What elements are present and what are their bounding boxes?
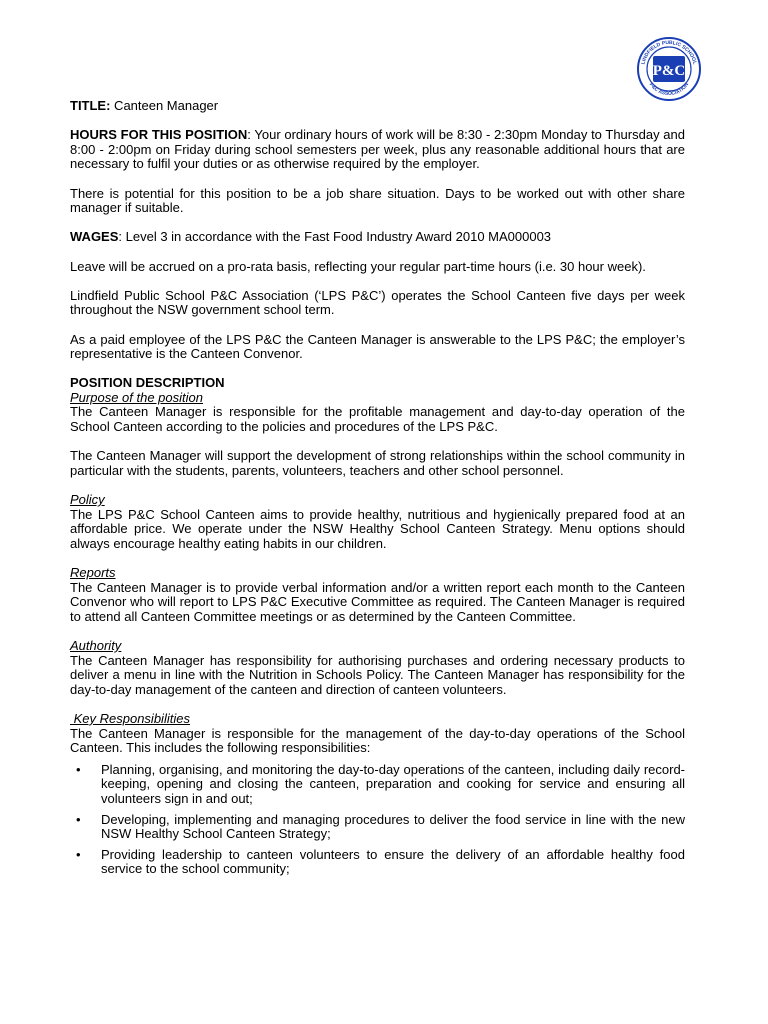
policy-heading: Policy — [70, 492, 105, 508]
title-line — [70, 99, 685, 114]
list-item-text: Planning, organising, and monitoring the day-to-day operations of the canteen, including daily record-keeping, opening and closing the canteen, preparation and cooking for service and ensuring all volunteers sign in and out; — [101, 761, 685, 806]
wages-label: WAGES — [70, 229, 119, 245]
purpose-paragraph-1: The Canteen Manager is responsible for the profitable management and day-to-day operation of the School Canteen according to the policies and procedures of the LPS P&C. — [70, 404, 685, 435]
hours-paragraph — [70, 128, 685, 172]
bullet-icon: • — [76, 846, 81, 862]
title-label: TITLE: — [70, 98, 111, 113]
job-share-paragraph: There is potential for this position to be a job share situation. Days to be worked out with other share manager if suitable. — [70, 185, 685, 216]
policy-paragraph: The LPS P&C School Canteen aims to provide healthy, nutritious and hygienically prepared food at an affordable price. We operate under the NSW Healthy School Canteen Strategy. Menu options should always encourage healthy eating habits in our children. — [70, 506, 685, 551]
bullet-icon: • — [76, 811, 81, 827]
reports-heading: Reports — [70, 565, 116, 580]
svg-text:P&C ASSOCIATION — [648, 82, 691, 98]
logo-monogram: P&C — [652, 63, 686, 79]
purpose-heading: Purpose of the position — [70, 389, 203, 405]
logo-ring-top-text: LINDFIELD PUBLIC SCHOOL — [640, 39, 698, 66]
wages-text: : Level 3 in accordance with the Fast Food Industry Award 2010 MA000003 — [118, 229, 552, 245]
employee-paragraph: As a paid employee of the LPS P&C the Canteen Manager is answerable to the LPS P&C; the employer’s representative is the Canteen Convenor. — [70, 331, 685, 362]
list-item-text: Developing, implementing and managing procedures to deliver the food service in line with the new NSW Healthy School Canteen Strategy; — [101, 811, 685, 842]
list-item — [70, 763, 685, 807]
responsibilities-list — [70, 763, 685, 877]
purpose-paragraph-2: The Canteen Manager will support the development of strong relationships within the school community in particular with the students, parents, volunteers, teachers and other school personnel. — [70, 448, 685, 478]
school-pc-logo-icon — [636, 36, 702, 102]
authority-heading: Authority — [70, 637, 122, 653]
leave-paragraph: Leave will be accrued on a pro-rata basis, reflecting your regular part-time hours (i.e. 30 hour week). — [70, 258, 646, 274]
bullet-icon: • — [76, 761, 81, 777]
hours-text: : Your ordinary hours of work will be 8:30 - 2:30pm Monday to Thursday and 8:00 - 2:00pm on Friday during school semesters per week, plus any reasonable additional hours that are necessary to fulfil your duties or as otherwise required by the employer. — [70, 127, 685, 172]
key-responsibilities-intro: The Canteen Manager is responsible for the management of the day-to-day operations of the School Canteen. This includes the following responsibilities: — [70, 725, 685, 756]
logo-ring-bottom-text: P&C ASSOCIATION — [647, 81, 691, 98]
title-value: Canteen Manager — [110, 98, 219, 113]
association-paragraph: Lindfield Public School P&C Association (‘LPS P&C’) operates the School Canteen five days per week throughout the NSW government school term. — [70, 287, 685, 318]
authority-paragraph: The Canteen Manager has responsibility for authorising purchases and ordering necessary products to deliver a menu in line with the Nutrition in Schools Policy. The Canteen Manager has responsibility for the day-to-day management of the canteen and direction of canteen volunteers. — [70, 652, 685, 697]
list-item — [70, 848, 685, 877]
position-description-heading: POSITION DESCRIPTION — [70, 375, 225, 391]
wages-paragraph — [70, 230, 685, 245]
school-pc-logo — [636, 36, 702, 102]
key-responsibilities-heading: Key Responsibilities — [70, 710, 190, 726]
list-item — [70, 813, 685, 842]
hours-label: HOURS FOR THIS POSITION — [70, 127, 248, 143]
document-body — [70, 99, 685, 883]
reports-paragraph: The Canteen Manager is to provide verbal information and/or a written report each month to the Canteen Convenor who will report to LPS P&C Executive Committee as required. The Canteen Manager is required to attend all Canteen Committee meetings or as determined by the Canteen Committee. — [70, 579, 685, 624]
list-item-text: Providing leadership to canteen volunteers to ensure the delivery of an affordable healthy food service to the school community; — [101, 846, 685, 877]
